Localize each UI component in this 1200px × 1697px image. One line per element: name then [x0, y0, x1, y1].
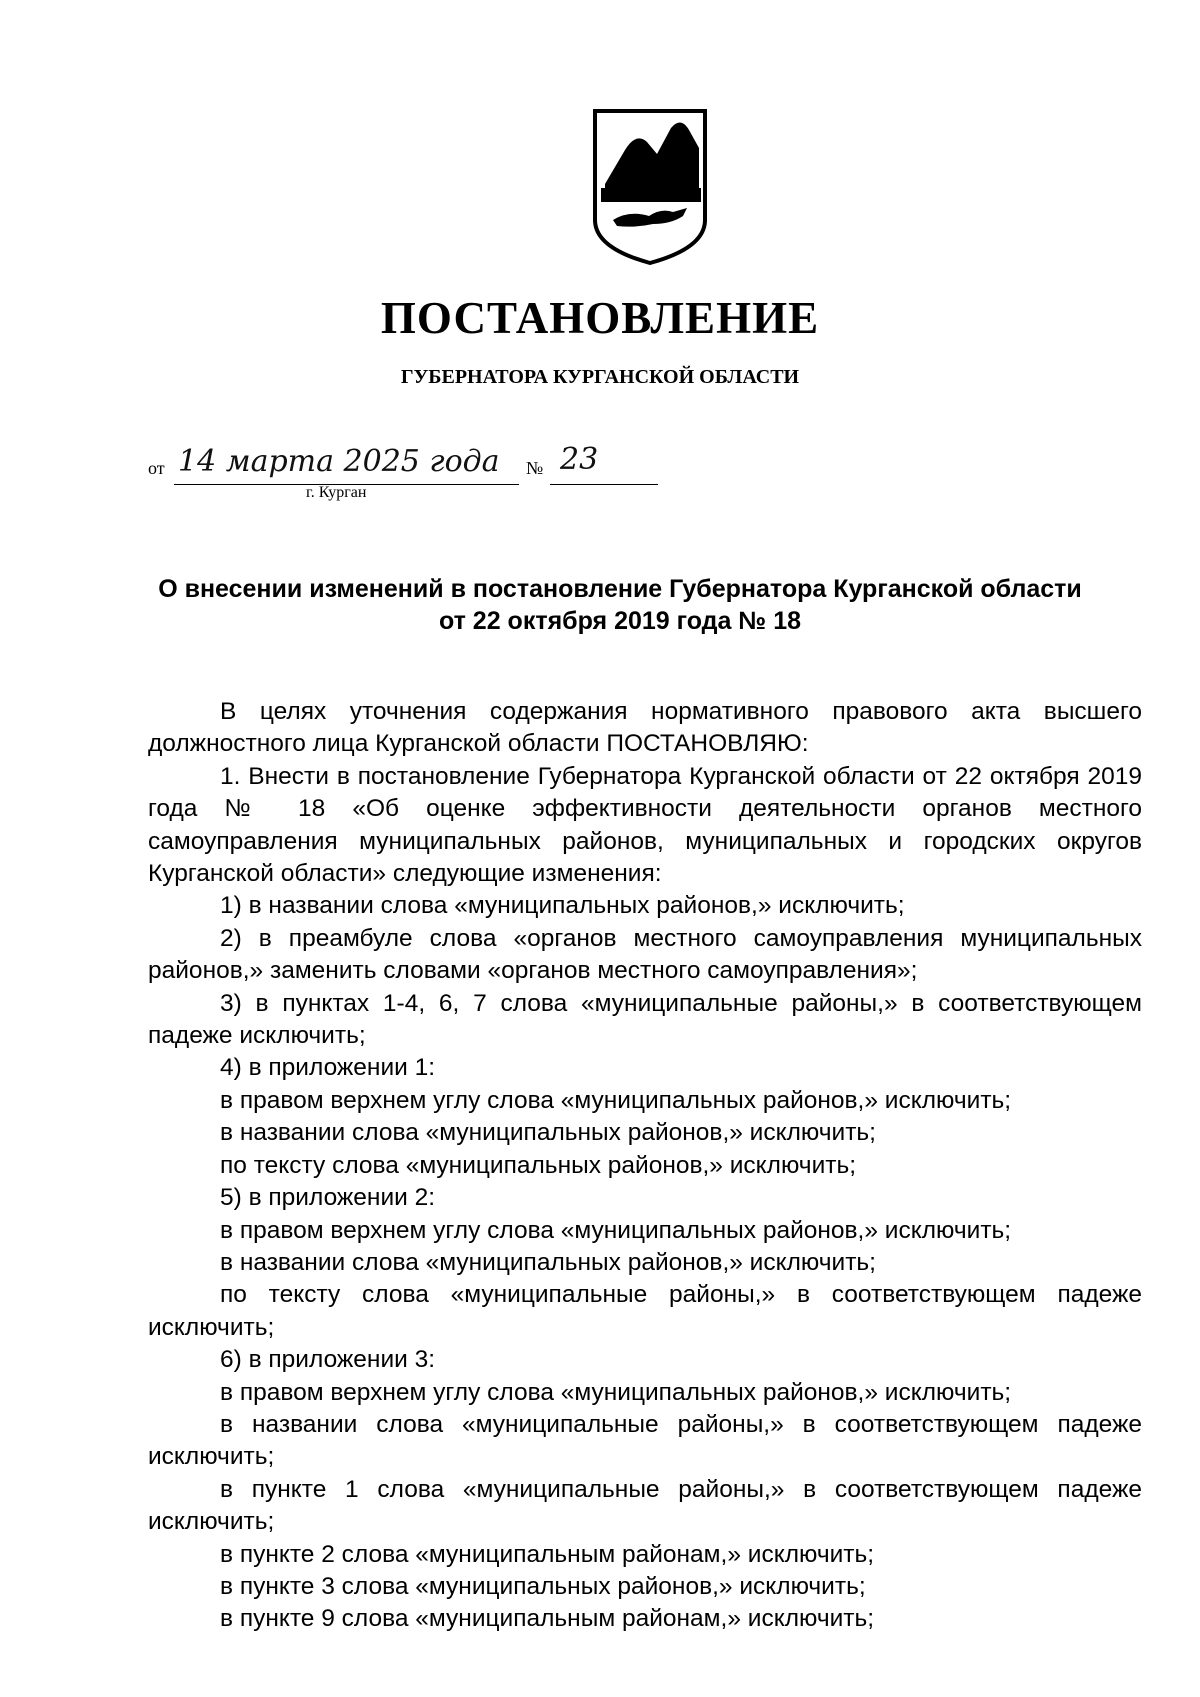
paragraph: в правом верхнем углу слова «муниципальных районов,» исключить; — [220, 1216, 1012, 1244]
number-handwritten: 23 — [560, 442, 599, 477]
paragraph: В целях уточнения содержания нормативного правового акта высшего должностного лица Курганской области ПОСТАНОВЛЯЮ: — [148, 698, 1142, 758]
paragraph: 3) в пунктах 1-4, 6, 7 слова «муниципальные районы,» в соответствующем падеже исключить; — [148, 989, 1142, 1050]
paragraph: 1) в названии слова «муниципальных районов,» исключить; — [220, 892, 905, 920]
paragraph: по тексту слова «муниципальных районов,» исключить; — [220, 1151, 857, 1179]
paragraph: в пункте 9 слова «муниципальным районам,» исключить; — [220, 1605, 875, 1633]
document-heading — [130, 573, 1110, 637]
document-subtitle: ГУБЕРНАТОРА КУРГАНСКОЙ ОБЛАСТИ — [400, 366, 800, 388]
paragraph: 6) в приложении 3: — [220, 1346, 436, 1374]
paragraph: в названии слова «муниципальные районы,» в соответствующем падеже исключить; — [148, 1410, 1142, 1471]
paragraph: в правом верхнем углу слова «муниципальных районов,» исключить; — [220, 1086, 1012, 1114]
paragraph: 2) в преамбуле слова «органов местного самоуправления муниципальных районов,» заменить словами «органов местного самоуправления»; — [148, 924, 1142, 985]
heading-line-1: О внесении изменений в постановление Губернатора Курганской области — [158, 575, 1082, 603]
paragraph: в пункте 1 слова «муниципальные районы,» в соответствующем падеже исключить; — [148, 1475, 1142, 1536]
paragraph: в названии слова «муниципальных районов,» исключить; — [220, 1119, 876, 1147]
paragraph: в пункте 2 слова «муниципальным районам,» исключить; — [220, 1540, 875, 1568]
kurgan-coat-of-arms-icon — [591, 108, 709, 266]
paragraph: в названии слова «муниципальных районов,» исключить; — [220, 1248, 876, 1276]
paragraph: в пункте 3 слова «муниципальных районов,» исключить; — [220, 1572, 866, 1600]
heading-line-2: от 22 октября 2019 года № 18 — [438, 607, 802, 635]
document-title: ПОСТАНОВЛЕНИЕ — [380, 293, 820, 343]
number-prefix: № — [526, 458, 544, 478]
paragraph: по тексту слова «муниципальные районы,» в соответствующем падеже исключить; — [148, 1281, 1142, 1341]
dateline — [148, 444, 668, 504]
city: г. Курган — [306, 484, 367, 501]
number-underline — [550, 484, 658, 485]
paragraph: 5) в приложении 2: — [220, 1184, 436, 1212]
paragraph: 1. Внести в постановление Губернатора Курганской области от 22 октября 2019 года № 18 «Об оценке эффективности деятельности органов местного самоуправления муниципальных районов, муниципальных и городских округов Курганской области» следующие изменения: — [148, 762, 1142, 888]
paragraph: 4) в приложении 1: — [220, 1054, 436, 1082]
date-prefix: от — [148, 458, 165, 478]
document-body — [148, 696, 1142, 1636]
date-handwritten: 14 марта 2025 года — [178, 444, 500, 479]
paragraph: в правом верхнем углу слова «муниципальных районов,» исключить; — [220, 1378, 1012, 1406]
